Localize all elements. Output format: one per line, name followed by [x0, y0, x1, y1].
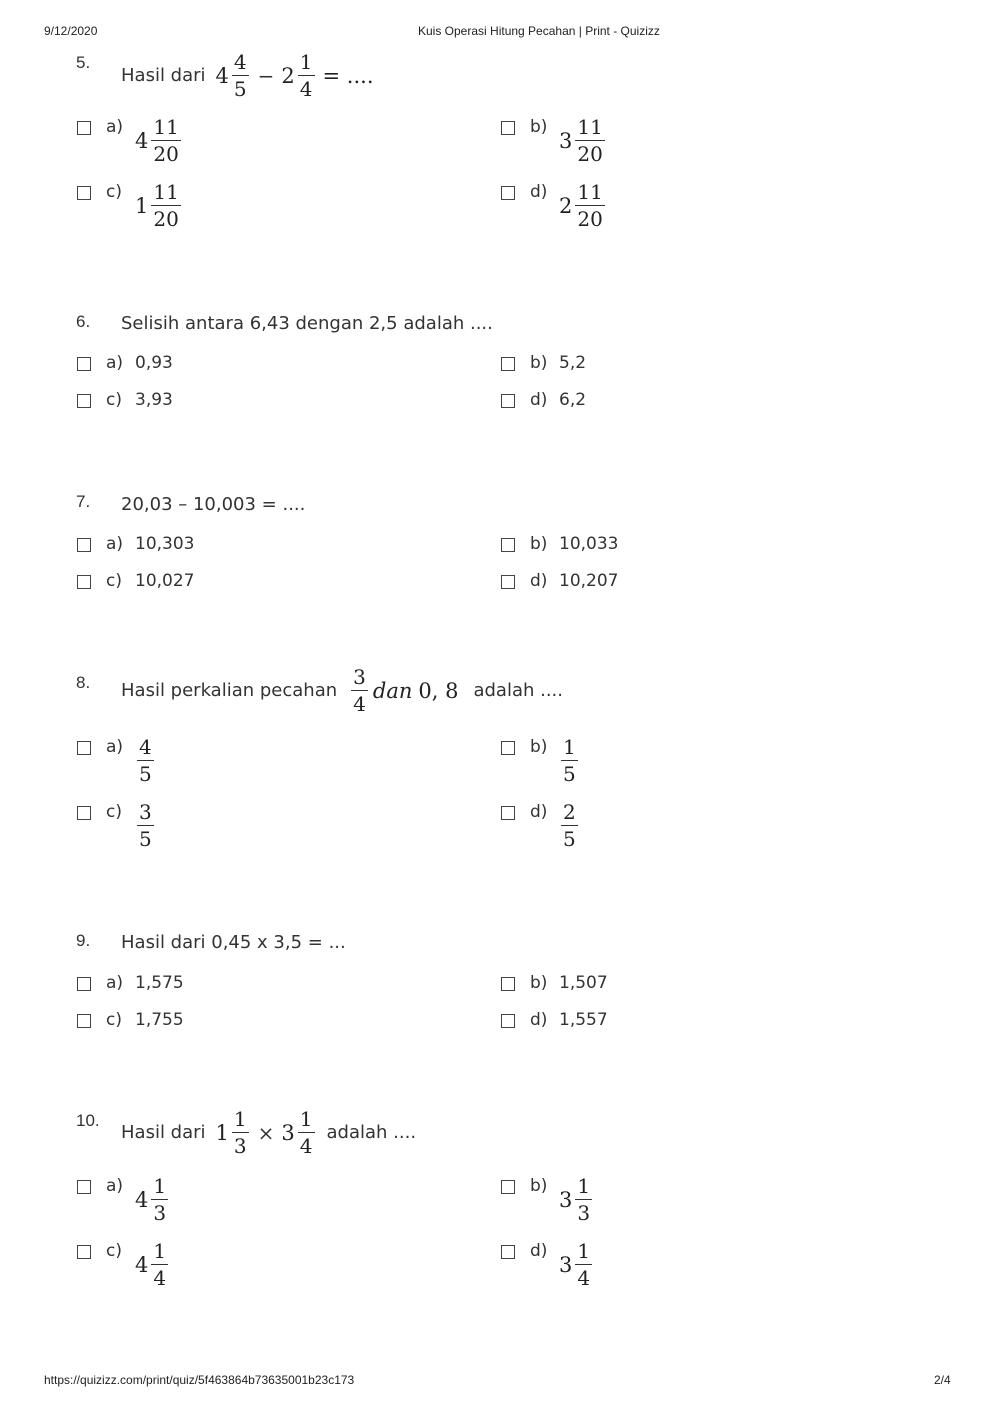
checkbox[interactable]	[501, 394, 515, 408]
option-label: a)	[106, 117, 124, 137]
checkbox[interactable]	[501, 357, 515, 371]
math-value: 0, 8	[418, 678, 459, 703]
option-value: 1 $\frac{11}{20}$	[135, 180, 179, 231]
option-label: b)	[530, 353, 548, 373]
question-text: Selisih antara 6,43 dengan 2,5 adalah ....	[121, 313, 493, 334]
option-label: c)	[106, 390, 122, 410]
page-number: 2/4	[934, 1373, 951, 1387]
option-value: 6,2	[559, 390, 587, 410]
math-expression	[216, 1109, 317, 1156]
question-prefix: Hasil perkalian pecahan	[121, 680, 338, 701]
option-label: a)	[106, 1176, 124, 1196]
question-prefix: Hasil dari	[121, 65, 206, 86]
option-value: 0,93	[135, 353, 173, 373]
checkbox[interactable]	[77, 538, 91, 552]
option-a[interactable]	[77, 973, 184, 993]
checkbox[interactable]	[501, 806, 515, 820]
checkbox[interactable]	[501, 1014, 515, 1028]
question-number: 7.	[76, 492, 91, 511]
option-value: 10,027	[135, 571, 195, 591]
option-b[interactable]	[501, 737, 580, 784]
fraction: $\frac{1}{4}$	[299, 1107, 313, 1158]
option-value: 3,93	[135, 390, 173, 410]
option-label: c)	[106, 802, 122, 822]
option-value: 1,575	[135, 973, 184, 993]
option-a[interactable]	[77, 737, 156, 784]
question-suffix: adalah ....	[473, 680, 563, 701]
option-label: b)	[530, 1176, 548, 1196]
option-label: b)	[530, 117, 548, 137]
option-value: 4 $\frac{11}{20}$	[135, 115, 179, 166]
question-number: 8.	[76, 673, 91, 692]
question-text	[121, 1109, 416, 1156]
question-text: Hasil dari 0,45 x 3,5 = ...	[121, 932, 346, 953]
option-value: 3 $\frac{1}{3}$	[559, 1174, 591, 1225]
checkbox[interactable]	[77, 357, 91, 371]
whole-number: 2	[281, 63, 295, 88]
option-label: d)	[530, 571, 548, 591]
option-b[interactable]	[501, 353, 586, 373]
option-c[interactable]	[77, 1010, 184, 1030]
question-number: 5.	[76, 53, 91, 72]
whole-number: 1	[215, 1120, 229, 1145]
option-label: a)	[106, 534, 124, 554]
checkbox[interactable]	[77, 1014, 91, 1028]
option-c[interactable]	[77, 390, 173, 410]
option-label: c)	[106, 1241, 122, 1261]
option-label: d)	[530, 802, 548, 822]
option-label: b)	[530, 534, 548, 554]
option-label: a)	[106, 353, 124, 373]
checkbox[interactable]	[501, 1180, 515, 1194]
option-value: 10,207	[559, 571, 619, 591]
option-c[interactable]	[77, 571, 194, 591]
option-label: d)	[530, 182, 548, 202]
equals-dots: = ....	[322, 63, 374, 88]
option-label: a)	[106, 973, 124, 993]
option-value: 3 $\frac{11}{20}$	[559, 115, 603, 166]
option-value: 1,507	[559, 973, 608, 993]
option-d[interactable]	[501, 390, 586, 410]
option-b[interactable]	[501, 973, 608, 993]
question-suffix: adalah ....	[326, 1122, 417, 1143]
option-a[interactable]	[77, 534, 194, 554]
option-label: b)	[530, 737, 548, 757]
option-b[interactable]	[501, 1176, 594, 1223]
option-d[interactable]	[501, 1010, 608, 1030]
option-value: 1,755	[135, 1010, 184, 1030]
page-url: https://quizizz.com/print/quiz/5f463864b73635001b23c173	[44, 1373, 355, 1387]
checkbox[interactable]	[501, 575, 515, 589]
math-word: dan	[372, 678, 413, 703]
option-label: a)	[106, 737, 124, 757]
question-text: 20,03 – 10,003 = ....	[121, 494, 306, 515]
option-d[interactable]	[501, 571, 618, 591]
checkbox[interactable]	[77, 394, 91, 408]
page-title: Kuis Operasi Hitung Pecahan | Print - Quizizz	[418, 24, 660, 38]
option-c[interactable]	[77, 1241, 170, 1288]
option-value: $\frac{3}{5}$	[139, 800, 152, 851]
question-prefix: Hasil dari	[121, 1122, 206, 1143]
option-b[interactable]	[501, 534, 618, 554]
option-label: c)	[106, 1010, 122, 1030]
option-value: 1,557	[559, 1010, 608, 1030]
option-a[interactable]	[77, 353, 173, 373]
times-operator: ×	[257, 1120, 275, 1145]
option-label: b)	[530, 973, 548, 993]
question-text	[121, 667, 563, 714]
whole-number: 4	[215, 63, 229, 88]
option-label: d)	[530, 1010, 548, 1030]
checkbox[interactable]	[77, 1245, 91, 1259]
option-value: 3 $\frac{1}{4}$	[559, 1239, 591, 1290]
fraction: $\frac{3}{4}$	[353, 665, 366, 716]
checkbox[interactable]	[77, 977, 91, 991]
checkbox[interactable]	[501, 1245, 515, 1259]
fraction: $\frac{4}{5}$	[233, 50, 247, 101]
option-a[interactable]	[77, 1176, 170, 1223]
print-date: 9/12/2020	[44, 24, 98, 38]
math-expression	[349, 667, 458, 714]
option-d[interactable]	[501, 802, 580, 849]
option-d[interactable]	[501, 1241, 594, 1288]
whole-number: 3	[281, 1120, 295, 1145]
option-label: d)	[530, 390, 548, 410]
minus-operator: −	[257, 63, 275, 88]
question-number: 6.	[76, 312, 91, 331]
option-value: 4 $\frac{1}{3}$	[135, 1174, 167, 1225]
option-value: 10,303	[135, 534, 195, 554]
option-value: 4 $\frac{1}{4}$	[135, 1239, 167, 1290]
question-number: 10.	[76, 1111, 100, 1130]
option-label: c)	[106, 182, 122, 202]
checkbox[interactable]	[77, 575, 91, 589]
fraction: $\frac{1}{4}$	[299, 50, 313, 101]
checkbox[interactable]	[501, 741, 515, 755]
option-value: $\frac{1}{5}$	[563, 735, 576, 786]
option-value: $\frac{2}{5}$	[563, 800, 576, 851]
option-value: 5,2	[559, 353, 587, 373]
checkbox[interactable]	[501, 538, 515, 552]
checkbox[interactable]	[77, 1180, 91, 1194]
fraction: $\frac{1}{3}$	[233, 1107, 247, 1158]
option-value: 10,033	[559, 534, 619, 554]
option-value: $\frac{4}{5}$	[139, 735, 152, 786]
option-label: d)	[530, 1241, 548, 1261]
question-number: 9.	[76, 931, 91, 950]
option-label: c)	[106, 571, 122, 591]
option-value: 2 $\frac{11}{20}$	[559, 180, 603, 231]
checkbox[interactable]	[501, 977, 515, 991]
option-c[interactable]	[77, 802, 156, 849]
checkbox[interactable]	[77, 806, 91, 820]
checkbox[interactable]	[77, 741, 91, 755]
